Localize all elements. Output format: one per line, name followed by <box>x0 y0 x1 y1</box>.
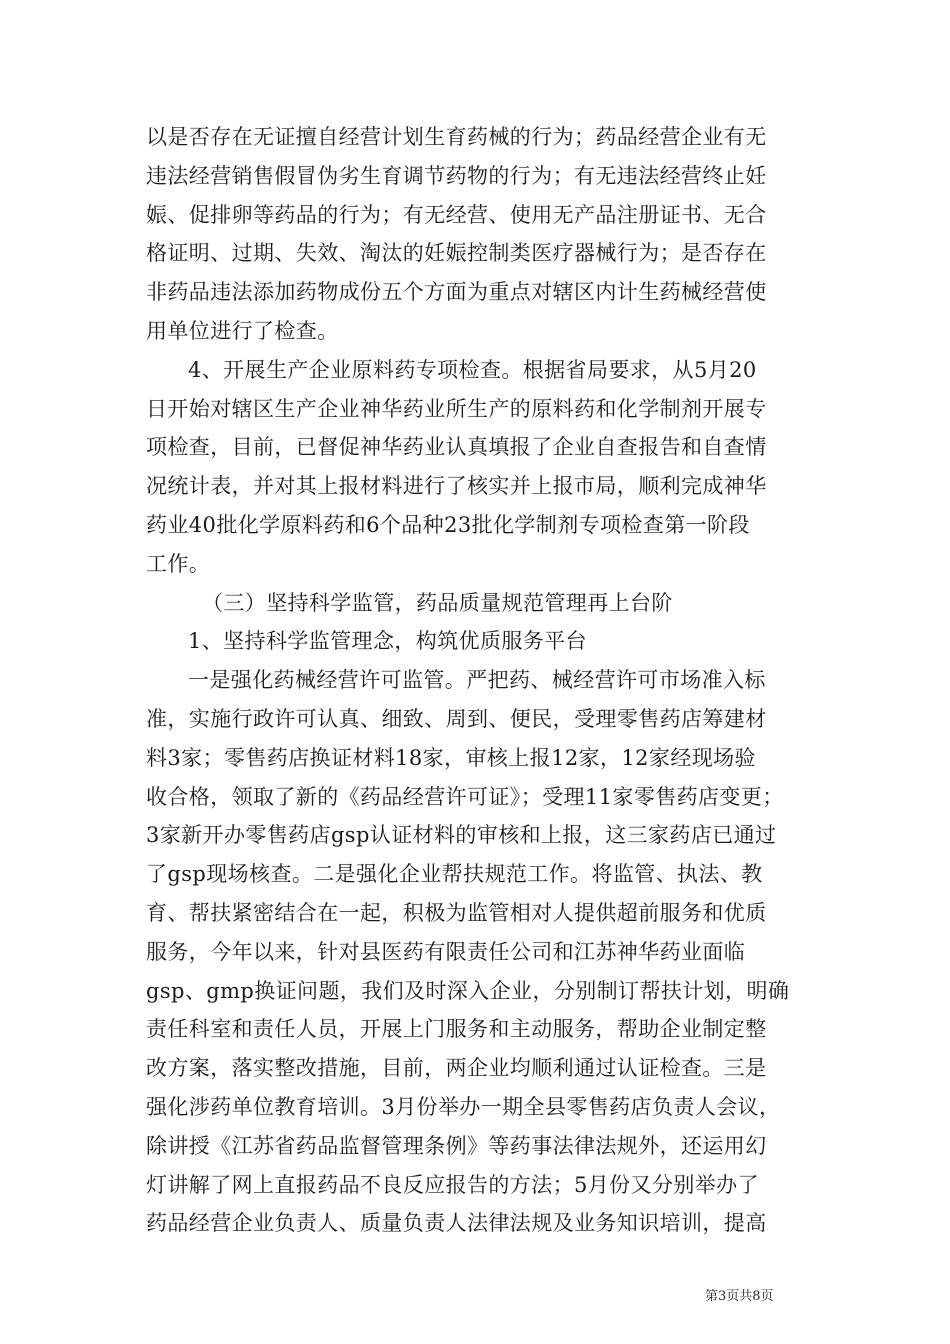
text-line: 强化涉药单位教育培训。3月份举办一期全县零售药店负责人会议， <box>146 1094 781 1119</box>
text-line: 料3家；零售药店换证材料18家，审核上报12家，12家经现场验 <box>146 745 756 770</box>
text-line: 育、帮扶紧密结合在一起，积极为监管相对人提供超前服务和优质 <box>146 900 767 925</box>
text-line: 改方案，落实整改措施，目前，两企业均顺利通过认证检查。三是 <box>146 1056 767 1081</box>
text-line: 娠、促排卵等药品的行为；有无经营、使用无产品注册证书、无合 <box>146 202 767 227</box>
text-line: gsp、gmp换证问题，我们及时深入企业，分别制订帮扶计划，明确 <box>146 978 790 1003</box>
text-line: 药品经营企业负责人、质量负责人法律法规及业务知识培训，提高 <box>146 1211 767 1236</box>
text-line: 收合格，领取了新的《药品经营许可证》；受理11家零售药店变更； <box>146 784 784 809</box>
text-line: 用单位进行了检查。 <box>146 318 339 343</box>
paragraph-start-line: 一是强化药械经营许可监管。严把药、械经营许可市场准入标 <box>188 668 766 693</box>
text-line: 准，实施行政许可认真、细致、周到、便民，受理零售药店筹建材 <box>146 706 767 731</box>
text-line: 以是否存在无证擅自经营计划生育药械的行为；药品经营企业有无 <box>146 125 767 149</box>
subsection-heading: 1、坚持科学监管理念，构筑优质服务平台 <box>188 629 587 654</box>
body-text <box>146 118 806 1243</box>
section-heading: （三）坚持科学监管，药品质量规范管理再上台阶 <box>202 590 673 615</box>
paragraph-start-line: 4、开展生产企业原料药专项检查。根据省局要求，从5月20 <box>188 357 757 382</box>
text-line: 服务，今年以来，针对县医药有限责任公司和江苏神华药业面临 <box>146 939 746 964</box>
text-line: 药业40批化学原料药和6个品种23批化学制剂专项检查第一阶段 <box>146 512 750 537</box>
text-line: 非药品违法添加药物成份五个方面为重点对辖区内计生药械经营使 <box>146 280 767 305</box>
text-line: 除讲授《江苏省药品监督管理条例》等药事法律法规外，还运用幻 <box>146 1133 767 1158</box>
text-line: 违法经营销售假冒伪劣生育调节药物的行为；有无违法经营终止妊 <box>146 163 767 188</box>
text-line: 格证明、过期、失效、淘汰的妊娠控制类医疗器械行为；是否存在 <box>146 241 767 266</box>
text-line: 灯讲解了网上直报药品不良反应报告的方法；5月份又分别举办了 <box>146 1172 759 1197</box>
text-line: 况统计表，并对其上报材料进行了核实并上报市局，顺利完成神华 <box>146 474 767 499</box>
text-line: 项检查，目前，已督促神华药业认真填报了企业自查报告和自查情 <box>146 435 767 460</box>
text-line: 3家新开办零售药店gsp认证材料的审核和上报，这三家药店已通过 <box>146 823 777 848</box>
text-line: 责任科室和责任人员，开展上门服务和主动服务，帮助企业制定整 <box>146 1017 767 1042</box>
text-line: 日开始对辖区生产企业神华药业所生产的原料药和化学制剂开展专 <box>146 396 767 421</box>
page-number-footer: 第3页共8页 <box>705 1289 774 1304</box>
text-line: 工作。 <box>146 551 211 576</box>
text-line: 了gsp现场核查。二是强化企业帮扶规范工作。将监管、执法、教 <box>146 862 763 887</box>
